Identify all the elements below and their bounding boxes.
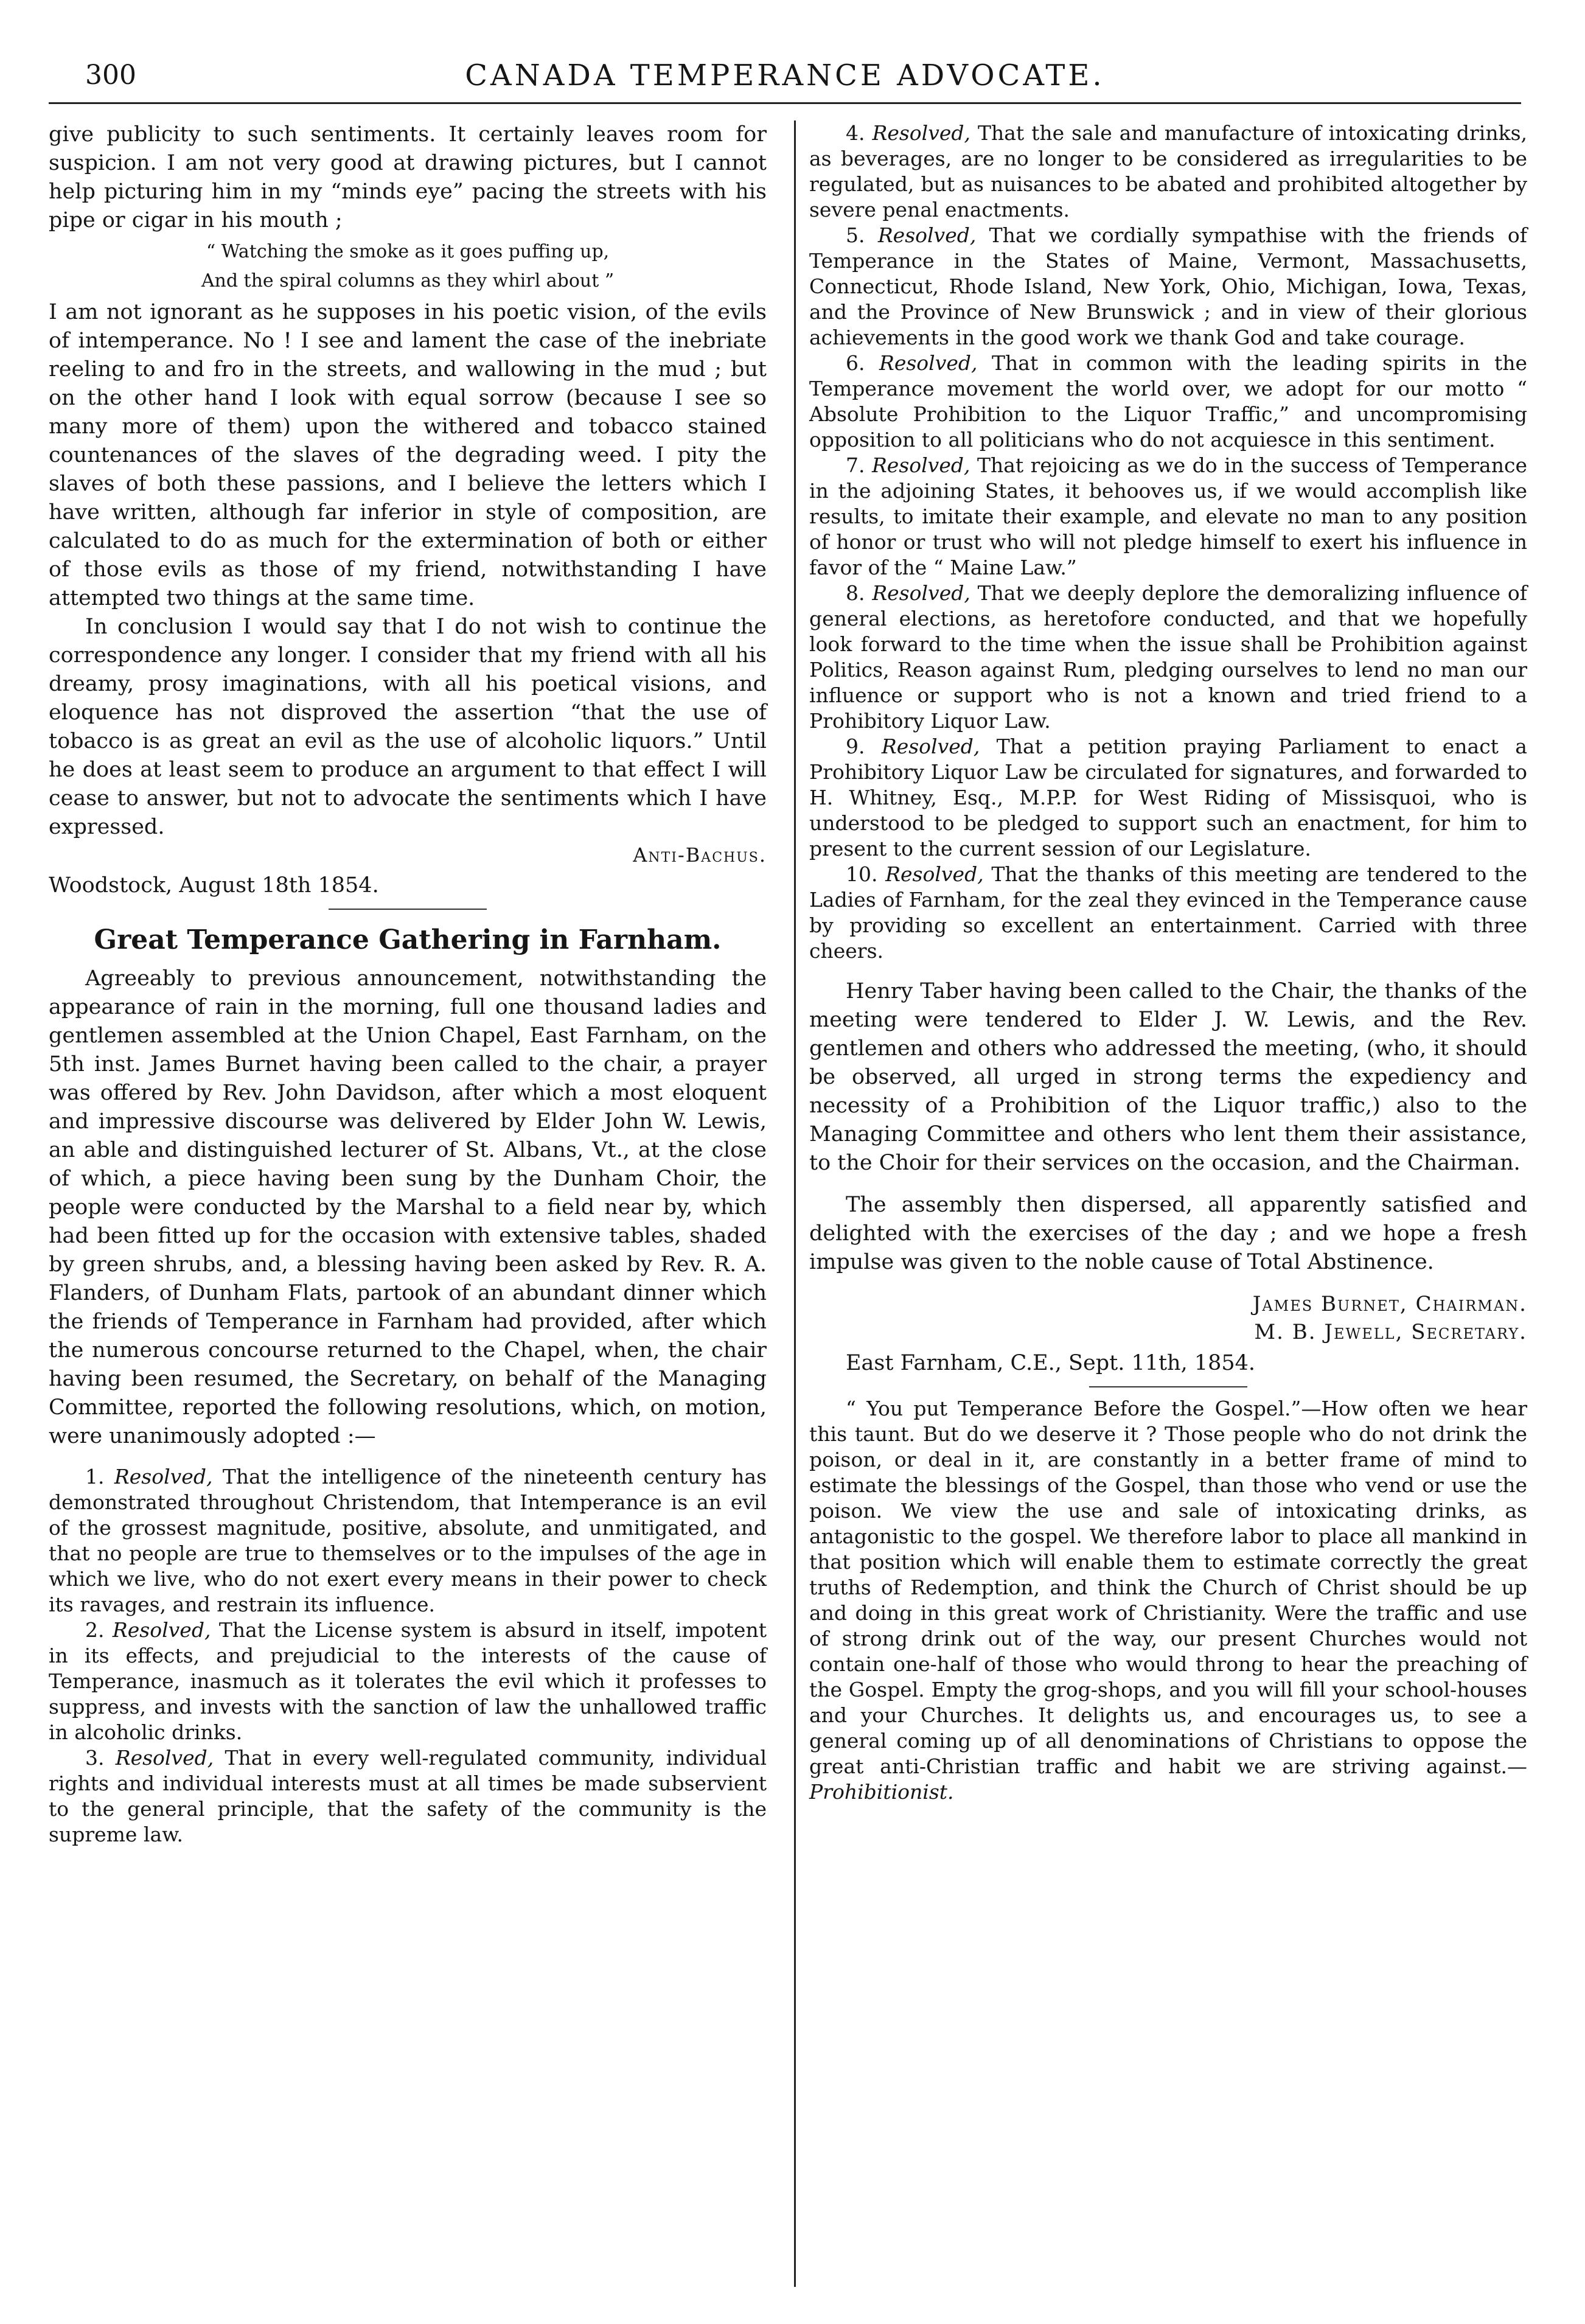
- letter-dateline: Woodstock, August 18th 1854.: [49, 873, 379, 898]
- gospel-paragraph: “ You put Temperance Before the Gospel.”—How often we hear this taunt. But do we deserve it ? Those people who do not drink the poison, or deal in it, are constantly in a better frame of mind to estimate the blessings of the Gospel, than those who vend or use the poison. We view the use and sale of intoxicating drinks, as antagonistic to the gospel. We therefore labor to place all mankind in that position which will enable them to estimate correctly the great truths of Redemption, and think the Church of Christ should be up and doing in this great work of Christianity. Were the traffic and use of strong drink out of the way, our present Churches would not contain one-half of those who would throng to hear the preaching of the Gospel. Empty the grog-shops, and you will fill your school-houses and your Churches. It delights us, and encourages us, to see a general coming up of all denominations of Christians to oppose the great anti-Christian traffic and habit we are striving against.—Prohibitionist.: [809, 1397, 1527, 1804]
- column-rule: [794, 120, 796, 2287]
- resolution-6: 6. Resolved, That in common with the leading spirits in the Temperance movement the world over, we adopt for our motto “ Absolute Prohibition to the Liquor Traffic,” and uncompromising opposition to all politicians who do not acquiesce in this sentiment.: [809, 351, 1527, 452]
- article-dateline: East Farnham, C.E., Sept. 11th, 1854.: [846, 1351, 1256, 1375]
- resolution-10: 10. Resolved, That the thanks of this meeting are tendered to the Ladies of Farnham, for the zeal they evinced in the Temperance cause by providing so excellent an entertainment. Carried with three cheers.: [809, 862, 1527, 963]
- letter-paragraph: In conclusion I would say that I do not wish to continue the correspondence any longer. I consider that my friend with all his dreamy, prosy imaginations, with all his poetical visions, and eloquence has not disproved the assertion “that the use of tobacco is as great an evil as the use of alcoholic liquors.” Until he does at least seem to produce an argument to that effect I will cease to answer, but not to advocate the sentiments which I have expressed.: [49, 615, 767, 839]
- resolution-5: 5. Resolved, That we cordially sympathise with the friends of Temperance in the States of Maine, Vermont, Massachusetts, Connecticut, Rhode Island, New York, Ohio, Michigan, Iowa, Texas, and the Province of New Brunswick ; and in view of their glorious achievements in the good work we thank God and take courage.: [809, 223, 1527, 349]
- page-header: [49, 54, 1521, 96]
- running-title: CANADA TEMPERANCE ADVOCATE.: [465, 58, 1105, 92]
- article-paragraph: Agreeably to previous announcement, notwithstanding the appearance of rain in the morning, full one thousand ladies and gentlemen assembled at the Union Chapel, East Farnham, on the 5th inst. James Burnet having been called to the chair, a prayer was offered by Rev. John Davidson, after which a most eloquent and impressive discourse was delivered by Elder John W. Lewis, an able and distinguished lecturer of St. Albans, Vt., at the close of which, a piece having been sung by the Dunham Choir, the people were conducted by the Marshal to a field near by, which had been fitted up for the occasion with extensive tables, shaded by green shrubs, and, a blessing having been asked by Rev. R. A. Flanders, of Dunham Flats, partook of an abundant dinner which the friends of Temperance in Farnham had provided, after which the numerous concourse returned to the Chapel, when, the chair having been resumed, the Secretary, on behalf of the Managing Committee, reported the following resolutions, which, on motion, were unanimously adopted :—: [49, 966, 767, 1448]
- header-rule: [49, 102, 1521, 104]
- letter-signature: Anti-Bachus.: [633, 843, 767, 867]
- resolution-4: 4. Resolved, That the sale and manufacture of intoxicating drinks, as beverages, are no longer to be considered as irregularities to be regulated, but as nuisances to be abated and prohibited altogether by severe penal enactments.: [809, 121, 1527, 222]
- article-paragraph: Henry Taber having been called to the Chair, the thanks of the meeting were tendered to Elder J. W. Lewis, and the Rev. gentlemen and others who addressed the meeting, (who, it should be observed, all urged in strong terms the expediency and necessity of a Prohibition of the Liquor traffic,) also to the Managing Committee and others who lent them their assistance, to the Choir for their services on the occasion, and the Chairman.: [809, 979, 1527, 1175]
- letter-paragraph: I am not ignorant as he supposes in his poetic vision, of the evils of intemperance. No ! I see and lament the case of the inebriate reeling to and fro in the streets, and wallowing in the mud ; but on the other hand I look with equal sorrow (because I see so many more of them) upon the withered and tobacco stained countenances of the slaves of the degrading weed. I pity the slaves of both these passions, and I believe the letters which I have written, although far inferior in style of composition, are calculated to do as much for the extermination of both or either of those evils as those of my friend, notwithstanding I have attempted two things at the same time.: [49, 300, 767, 610]
- right-column: [809, 120, 1527, 1805]
- article-paragraph: The assembly then dispersed, all apparently satisfied and delighted with the exercises of the day ; and we hope a fresh impulse was given to the noble cause of Total Abstinence.: [809, 1193, 1527, 1274]
- verse-line: And the spiral columns as they whirl about ”: [201, 270, 615, 291]
- secretary-signature: M. B. Jewell, Secretary.: [1254, 1320, 1527, 1344]
- resolution-2: 2. Resolved, That the License system is absurd in itself, impotent in its effects, and prejudicial to the interests of the cause of Temperance, inasmuch as it tolerates the evil which it professes to suppress, and invests with the sanction of law the unhallowed traffic in alcoholic drinks.: [49, 1618, 767, 1744]
- letter-paragraph: give publicity to such sentiments. It certainly leaves room for suspicion. I am not very good at drawing pictures, but I cannot help picturing him in my “minds eye” pacing the streets with his pipe or cigar in his mouth ;: [49, 122, 767, 232]
- page-number: 300: [85, 60, 136, 91]
- resolution-3: 3. Resolved, That in every well-regulated community, individual rights and individual interests must at all times be made subservient to the general principle, that the safety of the community is the supreme law.: [49, 1746, 767, 1846]
- section-rule: [329, 909, 487, 910]
- resolution-8: 8. Resolved, That we deeply deplore the demoralizing influence of general elections, as heretofore conducted, and that we hopefully look forward to the time when the issue shall be Prohibition against Politics, Reason against Rum, pledging ourselves to lend no man our influence or support who is not a known and tried friend to a Prohibitory Liquor Law.: [809, 581, 1527, 733]
- resolution-9: 9. Resolved, That a petition praying Parliament to enact a Prohibitory Liquor Law be circulated for signatures, and forwarded to H. Whitney, Esq., M.P.P. for West Riding of Missisquoi, who is understood to be pledged to support such an enactment, for him to present to the current session of our Legislature.: [809, 735, 1527, 860]
- left-column: [49, 120, 767, 1848]
- chairman-signature: James Burnet, Chairman.: [1252, 1292, 1527, 1316]
- article-title: Great Temperance Gathering in Farnham.: [94, 924, 722, 955]
- section-rule: [1089, 1386, 1247, 1387]
- resolution-7: 7. Resolved, That rejoicing as we do in the success of Temperance in the adjoining States, it behooves us, if we would accomplish like results, to imitate their example, and elevate no man to any position of honor or trust who will not pledge himself to exert his influence in favor of the “ Maine Law.”: [809, 453, 1527, 579]
- resolution-1: 1. Resolved, That the intelligence of the nineteenth century has demonstrated throughout Christendom, that Intemperance is an evil of the grossest magnitude, positive, absolute, and unmitigated, and that no people are true to themselves or to the impulses of the age in which we live, who do not exert every means in their power to check its ravages, and restrain its influence.: [49, 1465, 767, 1616]
- verse-line: “ Watching the smoke as it goes puffing up,: [206, 241, 610, 262]
